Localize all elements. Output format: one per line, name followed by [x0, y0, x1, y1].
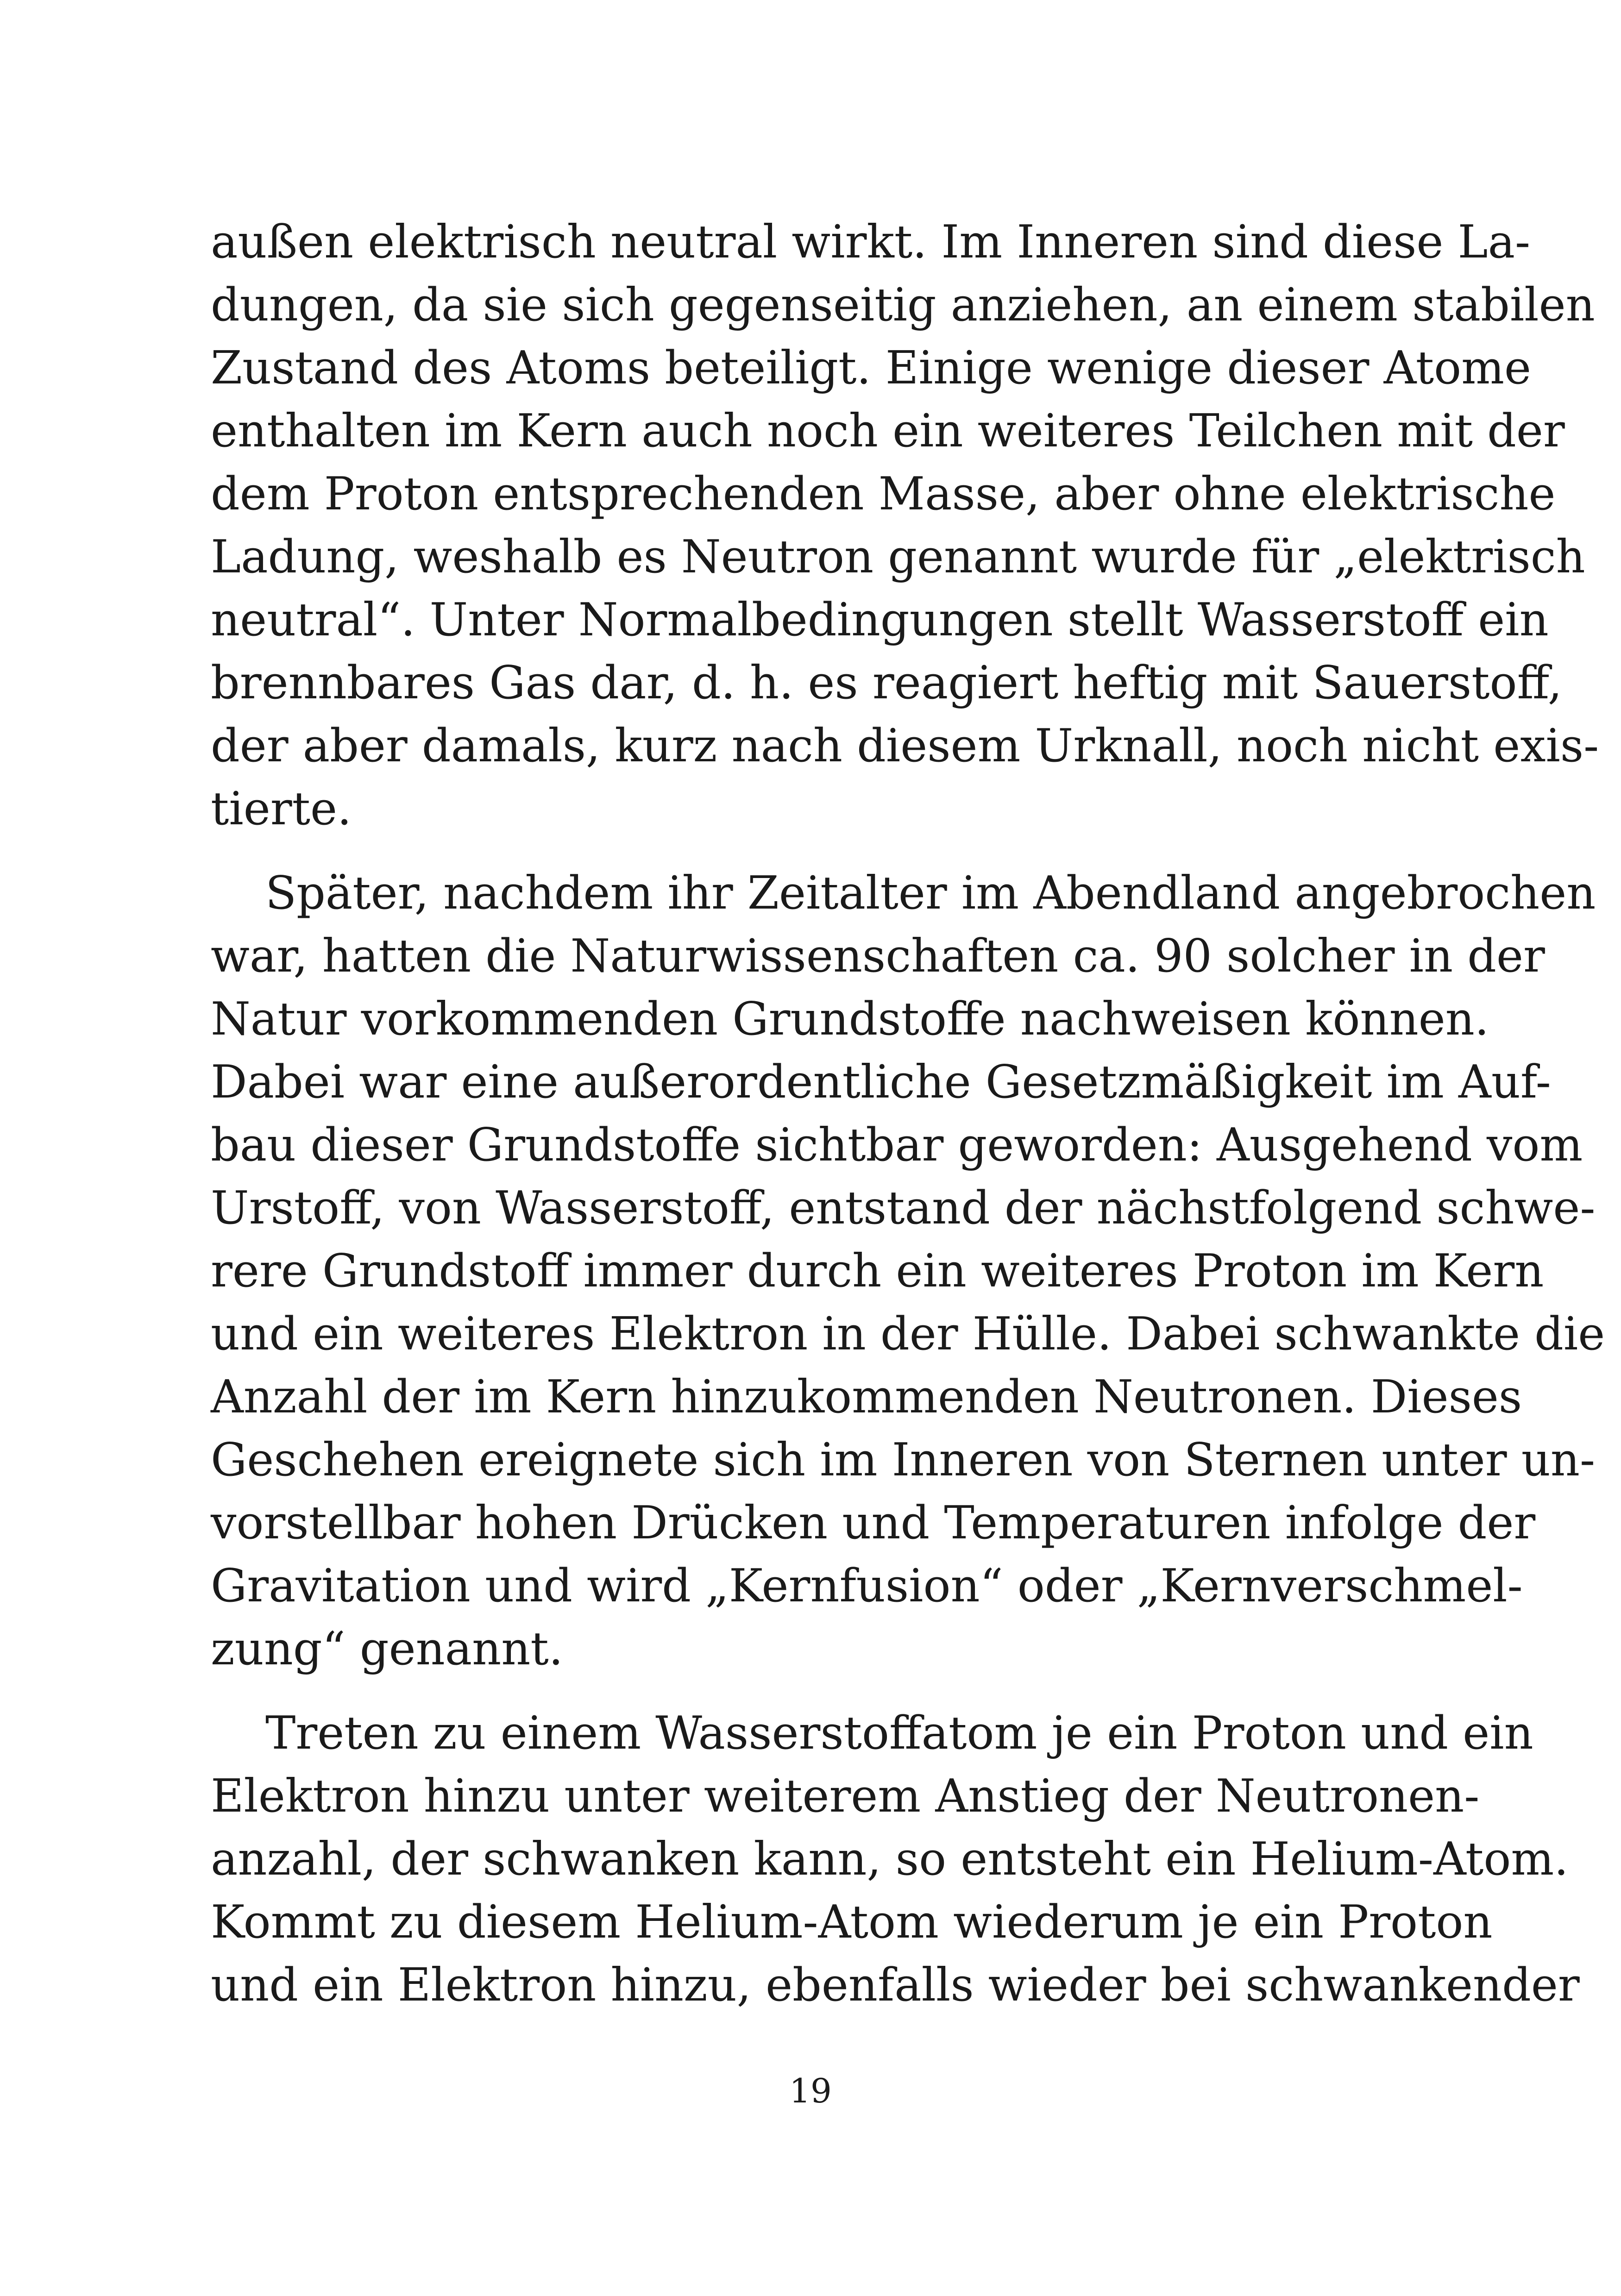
paragraph-gap: [211, 1681, 1420, 1702]
page-number: 19: [789, 2071, 832, 2110]
text-line: Treten zu einem Wasserstoffatom je ein Proton und ein: [265, 1707, 1533, 1760]
text-line: Gravitation und wird „Kernfusion“ oder „Kernverschmel-: [211, 1560, 1523, 1612]
text-line: enthalten im Kern auch noch ein weiteres Teilchen mit der: [211, 405, 1565, 458]
text-line: Ladung, weshalb es Neutron genannt wurde für „elektrisch: [211, 531, 1585, 583]
text-line: dem Proton entsprechenden Masse, aber ohne elektrische: [211, 468, 1556, 521]
text-line: Dabei war eine außerordentliche Gesetzmäßigkeit im Auf-: [211, 1056, 1551, 1109]
text-line: neutral“. Unter Normalbedingungen stellt Wasserstoff ein: [211, 594, 1549, 646]
text-line: vorstellbar hohen Drücken und Temperaturen infolge der: [211, 1497, 1536, 1549]
text-line: zung“ genannt.: [211, 1623, 563, 1675]
text-line: Später, nachdem ihr Zeitalter im Abendland angebrochen: [265, 867, 1596, 920]
text-line: Natur vorkommenden Grundstoffe nachweisen können.: [211, 993, 1489, 1046]
text-line: dungen, da sie sich gegenseitig anziehen, an einem stabilen: [211, 279, 1595, 332]
paragraph: [211, 1702, 1580, 2017]
text-line: und ein weiteres Elektron in der Hülle. Dabei schwankte die: [211, 1308, 1605, 1361]
text-line: tierte.: [211, 783, 352, 835]
text-line: rere Grundstoff immer durch ein weiteres Proton im Kern: [211, 1245, 1544, 1298]
paragraph: [211, 862, 1605, 1681]
paragraph-gap: [211, 841, 1420, 862]
text-line: Zustand des Atoms beteiligt. Einige wenige dieser Atome: [211, 342, 1531, 395]
text-line: und ein Elektron hinzu, ebenfalls wieder bei schwankender: [211, 1959, 1580, 2012]
text-line: Geschehen ereignete sich im Inneren von Sternen unter un-: [211, 1434, 1596, 1487]
text-line: der aber damals, kurz nach diesem Urknall, noch nicht exis-: [211, 720, 1599, 772]
text-line: Elektron hinzu unter weiterem Anstieg der Neutronen-: [211, 1770, 1480, 1823]
body-text: [211, 211, 1605, 2017]
text-line: anzahl, der schwanken kann, so entsteht ein Helium-Atom.: [211, 1833, 1569, 1886]
text-line: Anzahl der im Kern hinzukommenden Neutronen. Dieses: [211, 1371, 1522, 1424]
paragraph: [211, 211, 1599, 841]
text-line: Kommt zu diesem Helium-Atom wiederum je ein Proton: [211, 1896, 1493, 1949]
text-line: außen elektrisch neutral wirkt. Im Inneren sind diese La-: [211, 216, 1531, 269]
text-line: war, hatten die Naturwissenschaften ca. 90 solcher in der: [211, 930, 1545, 983]
text-line: Urstoff, von Wasserstoff, entstand der nächstfolgend schwe-: [211, 1182, 1596, 1235]
text-line: brennbares Gas dar, d. h. es reagiert heftig mit Sauerstoff,: [211, 657, 1562, 709]
text-line: bau dieser Grundstoffe sichtbar geworden: Ausgehend vom: [211, 1119, 1583, 1172]
